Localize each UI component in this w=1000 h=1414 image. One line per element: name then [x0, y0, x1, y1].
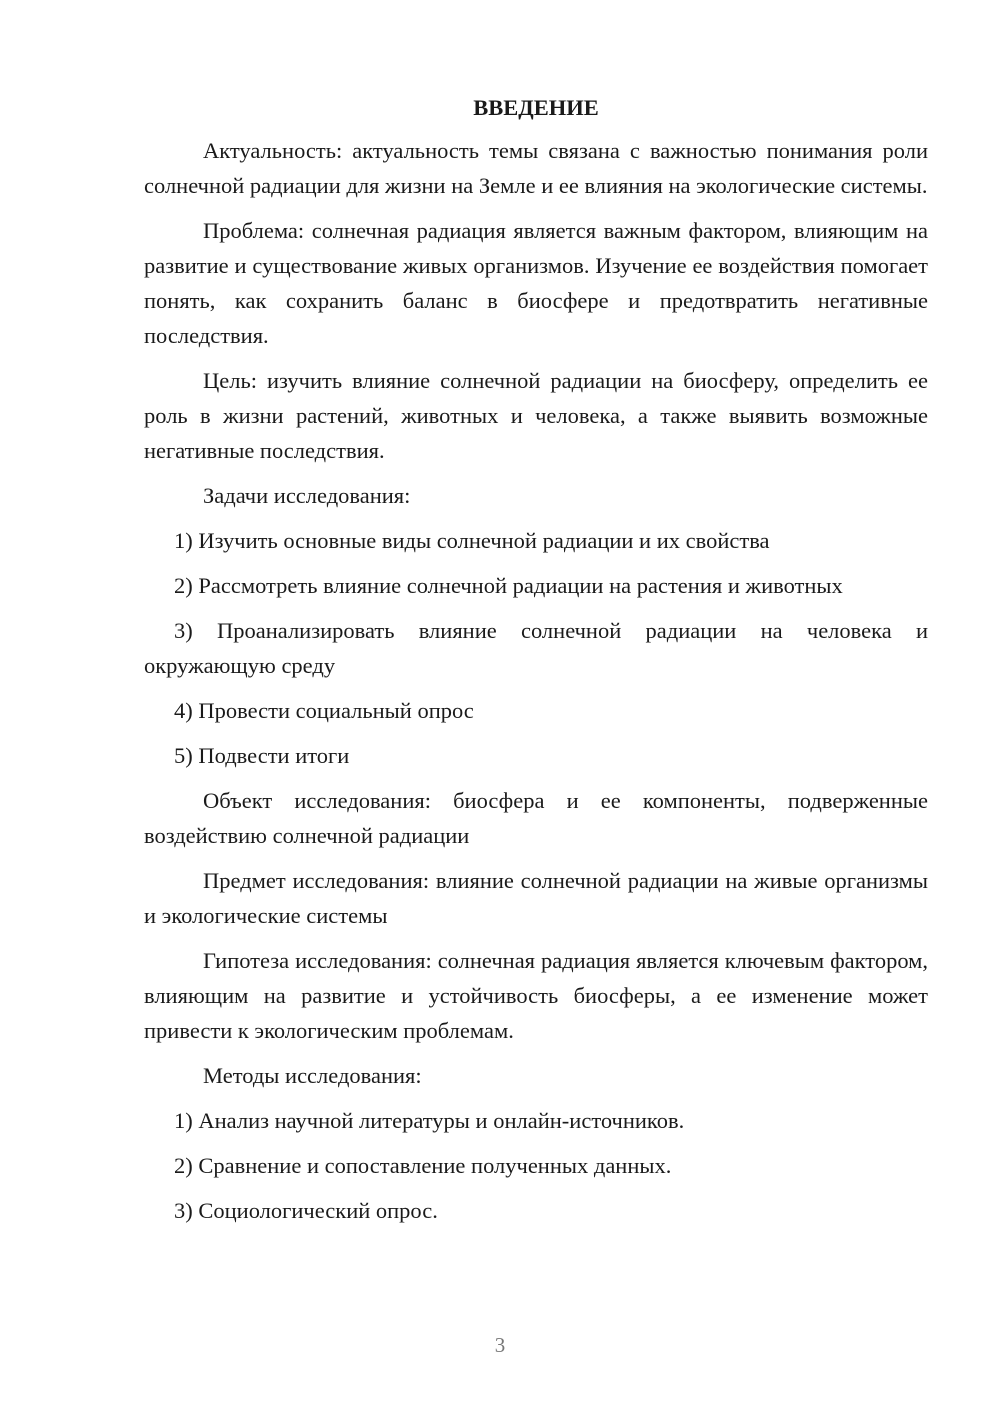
method-item-3: 3) Социологический опрос.	[174, 1198, 438, 1223]
object-paragraph: Объект исследования: биосфера и ее компоненты, подверженные воздействию солнечной радиации	[144, 788, 928, 848]
page-number: 3	[494, 1333, 506, 1357]
method-item-1: 1) Анализ научной литературы и онлайн-источников.	[174, 1108, 685, 1133]
task-item-4: 4) Провести социальный опрос	[174, 698, 474, 723]
hypothesis-paragraph: Гипотеза исследования: солнечная радиация является ключевым фактором, влияющим на развитие и устойчивость биосферы, а ее изменение может привести к экологическим проблемам.	[144, 948, 928, 1043]
methods-title: Методы исследования:	[203, 1063, 422, 1088]
subject-paragraph: Предмет исследования: влияние солнечной радиации на живые организмы и экологические системы	[144, 868, 928, 928]
tasks-title: Задачи исследования:	[203, 483, 411, 508]
problem-paragraph: Проблема: солнечная радиация является важным фактором, влияющим на развитие и существование живых организмов. Изучение ее воздействия помогает понять, как сохранить баланс в биосфере и предотвратить негативные последствия.	[144, 218, 928, 348]
relevance-paragraph: Актуальность: актуальность темы связана с важностью понимания роли солнечной радиации для жизни на Земле и ее влияния на экологические системы.	[144, 138, 928, 198]
task-item-3: 3) Проанализировать влияние солнечной радиации на человека и окружающую среду	[144, 618, 928, 678]
task-item-5: 5) Подвести итоги	[174, 743, 350, 768]
goal-paragraph: Цель: изучить влияние солнечной радиации на биосферу, определить ее роль в жизни растений, животных и человека, а также выявить возможные негативные последствия.	[144, 368, 928, 463]
task-item-2: 2) Рассмотреть влияние солнечной радиации на растения и животных	[174, 573, 843, 598]
page-content	[144, 95, 928, 1238]
task-item-1: 1) Изучить основные виды солнечной радиации и их свойства	[174, 528, 770, 553]
section-heading: ВВЕДЕНИЕ	[473, 95, 599, 120]
method-item-2: 2) Сравнение и сопоставление полученных данных.	[174, 1153, 672, 1178]
